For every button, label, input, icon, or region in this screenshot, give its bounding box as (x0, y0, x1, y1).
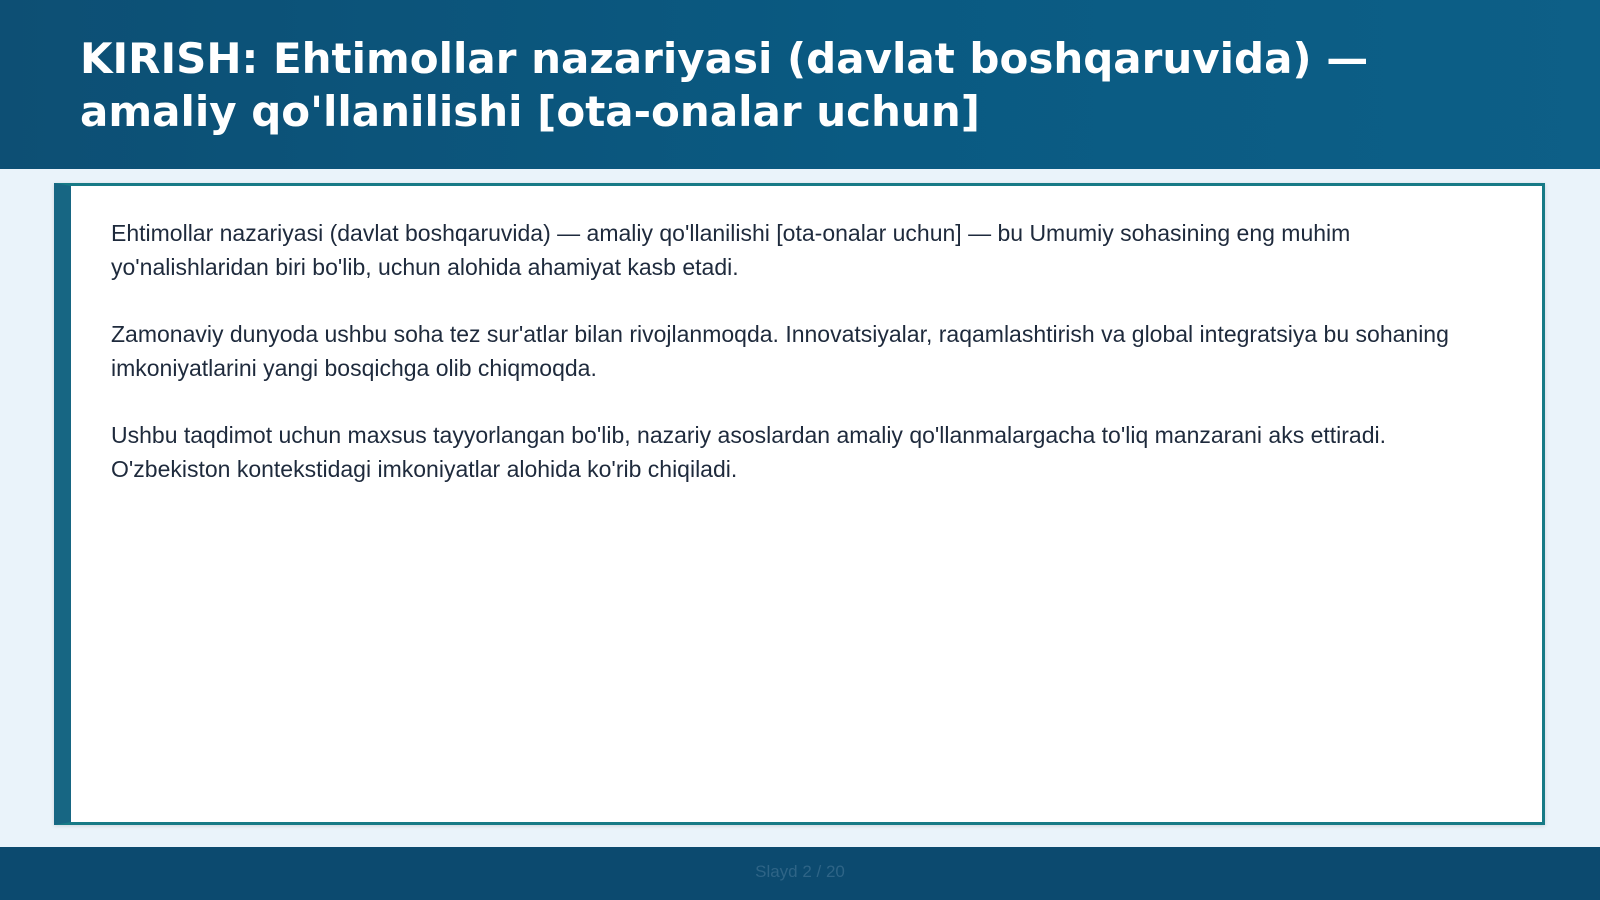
slide-title: KIRISH: Ehtimollar nazariyasi (davlat boshqaruvida) — amaliy qo'llanilishi [ota-onalar uchun] (80, 34, 1369, 136)
slide-number: Slayd 2 / 20 (755, 862, 845, 881)
slide-footer (0, 847, 1600, 900)
presentation-paragraph: Ushbu taqdimot uchun maxsus tayyorlangan bo'lib, nazariy asoslardan amaliy qo'llanmalargacha to'liq manzarani aks ettiradi. O'zbekiston kontekstidagi imkoniyatlar alohida ko'rib chiqiladi. (111, 422, 1387, 482)
modern-world-paragraph: Zamonaviy dunyoda ushbu soha tez sur'atlar bilan rivojlanmoqda. Innovatsiyalar, raqamlashtirish va global integratsiya bu sohaning imkoniyatlarini yangi bosqichga olib chiqmoqda. (111, 321, 1449, 381)
content-card (54, 183, 1545, 825)
intro-paragraph: Ehtimollar nazariyasi (davlat boshqaruvida) — amaliy qo'llanilishi [ota-onalar uchun] — bu Umumiy sohasining eng muhim yo'nalishlaridan biri bo'lib, uchun alohida ahamiyat kasb etadi. (111, 220, 1351, 280)
slide-header (0, 0, 1600, 169)
